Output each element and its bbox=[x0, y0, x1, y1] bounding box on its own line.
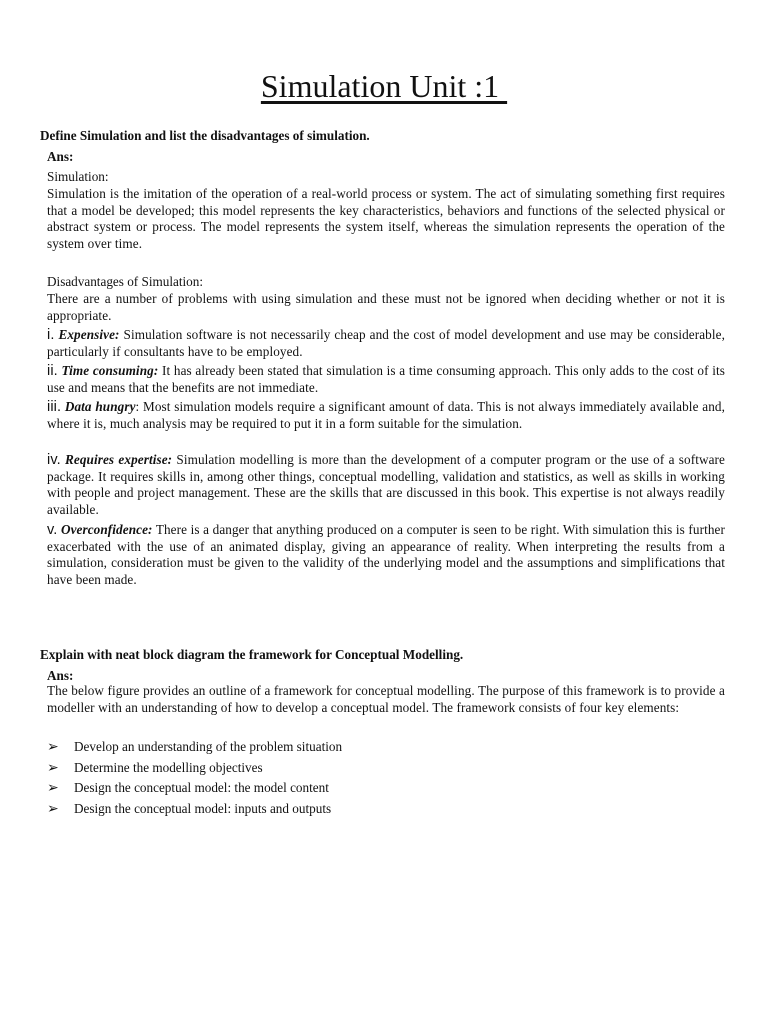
item-text: Simulation software is not necessarily cheap and the cost of model development and use may be considerable, particularly if consultants have to be employed. bbox=[47, 327, 725, 359]
list-item-text: Determine the modelling objectives bbox=[74, 759, 263, 775]
disadvantage-item bbox=[47, 399, 725, 432]
item-term: Overconfidence: bbox=[60, 522, 153, 537]
page-title: Simulation Unit :1 bbox=[260, 68, 508, 104]
question-2: Explain with neat block diagram the framework for Conceptual Modelling. bbox=[40, 647, 464, 662]
disadvantage-item bbox=[47, 327, 725, 360]
item-number: i. bbox=[47, 327, 55, 343]
list-item bbox=[47, 758, 727, 779]
item-term: Time consuming: bbox=[61, 363, 159, 378]
answer-label-1: Ans: bbox=[47, 149, 74, 164]
framework-intro: The below figure provides an outline of a framework for conceptual modelling. The purpose of this framework is to provide a modeller with an understanding of how to develop a conceptual model. The framework consists of four key elements: bbox=[47, 683, 725, 715]
item-text: : Most simulation models require a significant amount of data. This is not always immediately available and, where it is, much analysis may be required to put it in a form suitable for the simulation. bbox=[47, 399, 725, 431]
arrowhead-bullet-icon: ➢ bbox=[47, 800, 59, 817]
list-item-text: Design the conceptual model: the model content bbox=[74, 780, 329, 796]
list-item-text: Develop an understanding of the problem situation bbox=[74, 739, 343, 755]
list-item-text: Design the conceptual model: inputs and outputs bbox=[74, 800, 332, 816]
item-number: v. bbox=[47, 522, 58, 538]
disadvantage-item bbox=[47, 363, 725, 396]
arrowhead-bullet-icon: ➢ bbox=[47, 780, 59, 797]
item-number: ii. bbox=[47, 363, 58, 379]
item-text: It has already been stated that simulation is a time consuming approach. This only adds to the cost of its use and means that the benefits are not immediate. bbox=[47, 363, 725, 395]
framework-elements-list bbox=[47, 737, 727, 819]
item-text: There is a danger that anything produced on a computer is seen to be right. With simulation this is further exacerbated with the use of an animated display, giving an appearance of reality. When interpreting the results from a simulation, consideration must be given to the validity of the underlying model and the assumptions and simplifications that have been made. bbox=[47, 522, 725, 587]
arrowhead-bullet-icon: ➢ bbox=[47, 759, 59, 776]
list-item bbox=[47, 737, 727, 758]
disadvantage-item bbox=[47, 452, 725, 518]
item-text: Simulation modelling is more than the development of a computer program or the use of a software package. It requires skills in, among other things, conceptual modelling, validation and statistics, as well as skills in working with people and project management. These are the skills that are discussed in this book. This expertise is not always readily available. bbox=[47, 452, 725, 517]
item-term: Expensive: bbox=[58, 327, 120, 342]
list-item bbox=[47, 778, 727, 799]
disadvantages-intro: There are a number of problems with using simulation and these must not be ignored when deciding whether or not it is appropriate. bbox=[47, 291, 725, 323]
item-term: Requires expertise: bbox=[65, 452, 173, 467]
question-1: Define Simulation and list the disadvantages of simulation. bbox=[40, 128, 370, 143]
simulation-definition: Simulation is the imitation of the operation of a real-world process or system. The act of simulating something first requires that a model be developed; this model represents the key characteristics, behaviors and functions of the selected physical or abstract system or process. The model represents the system itself, whereas the simulation represents the operation of the system over time. bbox=[47, 186, 725, 251]
list-item bbox=[47, 799, 727, 820]
item-term: Data hungry bbox=[64, 399, 136, 414]
arrowhead-bullet-icon: ➢ bbox=[47, 739, 59, 756]
simulation-heading: Simulation: bbox=[47, 169, 109, 184]
answer-label-2: Ans: bbox=[47, 668, 74, 683]
disadvantages-heading: Disadvantages of Simulation: bbox=[47, 274, 204, 289]
item-number: iv. bbox=[47, 452, 61, 468]
disadvantage-item bbox=[47, 522, 725, 588]
item-number: iii. bbox=[47, 399, 62, 415]
